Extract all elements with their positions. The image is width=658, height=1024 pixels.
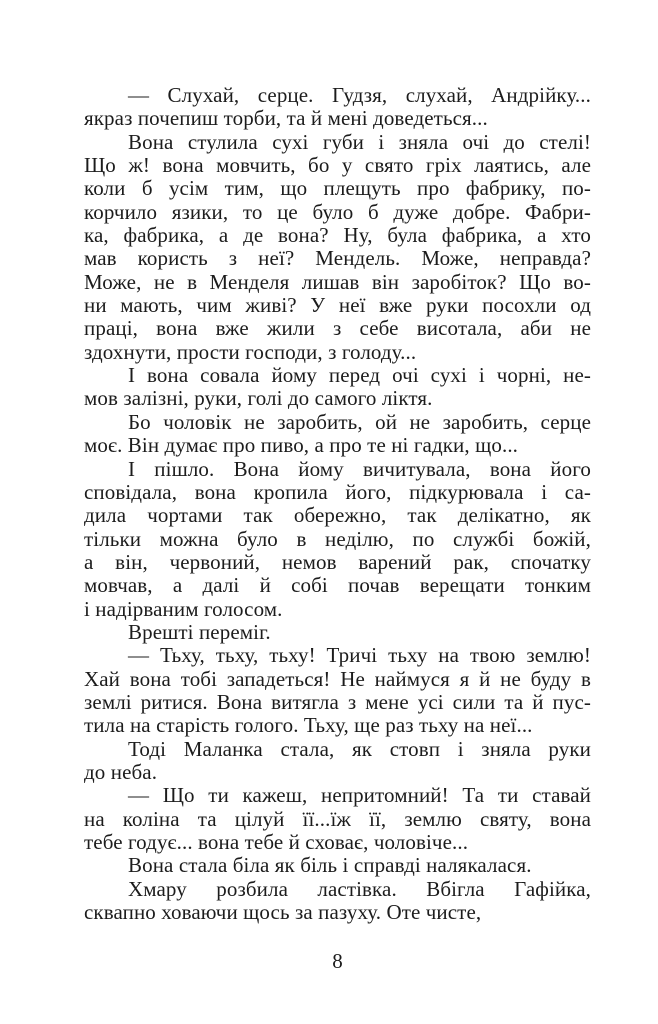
text-line: якраз почепиш торби, та й мені доведеться... (84, 107, 488, 131)
paragraph (84, 84, 591, 131)
text-line: мов залізні, руки, голі до самого ліктя. (84, 387, 433, 411)
text-line: Бо чоловік не заробить, ой не заробить, серце (128, 410, 591, 434)
text-line: моє. Він думає про пиво, а про те ні гадки, що... (84, 434, 519, 458)
text-line: Що ж! вона мовчить, бо у свято гріх лаятись, але (84, 154, 591, 178)
text-line: до неба. (84, 760, 158, 784)
text-line: Врешті переміг. (128, 620, 271, 644)
text-line: ка, фабрика, а де вона? Ну, була фабрика, а хто (84, 224, 591, 248)
paragraph (84, 854, 591, 877)
text-line: корчило язики, то це було б дуже добре. Фабри- (84, 200, 591, 224)
paragraph (84, 458, 591, 621)
text-line: дила чортами так обережно, так делікатно, як (84, 504, 591, 528)
text-line: сповідала, вона кропила його, підкурювала і са- (84, 480, 591, 504)
text-line: мав користь з неї? Мендель. Може, неправда? (84, 247, 591, 271)
text-line: Тоді Маланка стала, як стовп і зняла руки (128, 737, 591, 761)
text-line: Може, не в Менделя лишав він заробіток? Що во- (84, 270, 591, 294)
text-line: Хай вона тобі западеться! Не наймуся я й не буду в (84, 667, 591, 691)
text-line: Хмару розбила ластівка. Вбігла Гафійка, (128, 877, 591, 901)
text-line: — Що ти кажеш, непритомний! Та ти ставай (128, 784, 591, 808)
text-line: І пішло. Вона йому вичитувала, вона його (128, 457, 591, 481)
text-line: коли б усім тим, що плещуть про фабрику, по- (84, 177, 591, 201)
paragraph (84, 738, 591, 785)
text-line: ни мають, чим живі? У неї вже руки посохли од (84, 294, 591, 318)
page-number-label: 8 (332, 949, 343, 973)
paragraph (84, 364, 591, 411)
text-line: — Тьху, тьху, тьху! Тричі тьху на твою землю! (128, 644, 591, 668)
paragraph (84, 411, 591, 458)
paragraph (84, 878, 591, 925)
paragraph (84, 621, 591, 644)
text-line: праці, вона вже жили з себе висотала, аби не (84, 317, 591, 341)
text-line: тебе годує... вона тебе й сховає, чоловіче... (84, 831, 469, 854)
paragraph (84, 644, 591, 737)
text-line: мовчав, а далі й собі почав верещати тонким (84, 574, 591, 598)
text-line: сквапно ховаючи щось за пазуху. Оте чисте, (84, 901, 482, 925)
text-line: Вона стала біла як біль і справді налякалася. (128, 854, 532, 878)
text-line: І вона совала йому перед очі сухі і чорні, не- (128, 364, 591, 388)
text-line: а він, червоний, немов варений рак, спочатку (84, 550, 591, 574)
text-line: здохнути, прости господи, з голоду... (84, 340, 417, 364)
text-line: тільки можна було в неділю, по службі божій, (84, 527, 591, 551)
text-line: землі ритися. Вона витягла з мене усі сили та й пус- (84, 690, 591, 714)
paragraph (84, 784, 591, 854)
text-line: на коліна та цілуй її...їж її, землю святу, вона (84, 807, 591, 831)
paragraph (84, 131, 591, 364)
page-text-block (84, 84, 591, 924)
text-line: і надірваним голосом. (84, 597, 283, 621)
text-line: тила на старість голого. Тьху, ще раз тьху на неї... (84, 714, 533, 738)
text-line: — Слухай, серце. Гудзя, слухай, Андрійку... (128, 84, 591, 107)
text-line: Вона стулила сухі губи і зняла очі до стелі! (128, 130, 591, 154)
